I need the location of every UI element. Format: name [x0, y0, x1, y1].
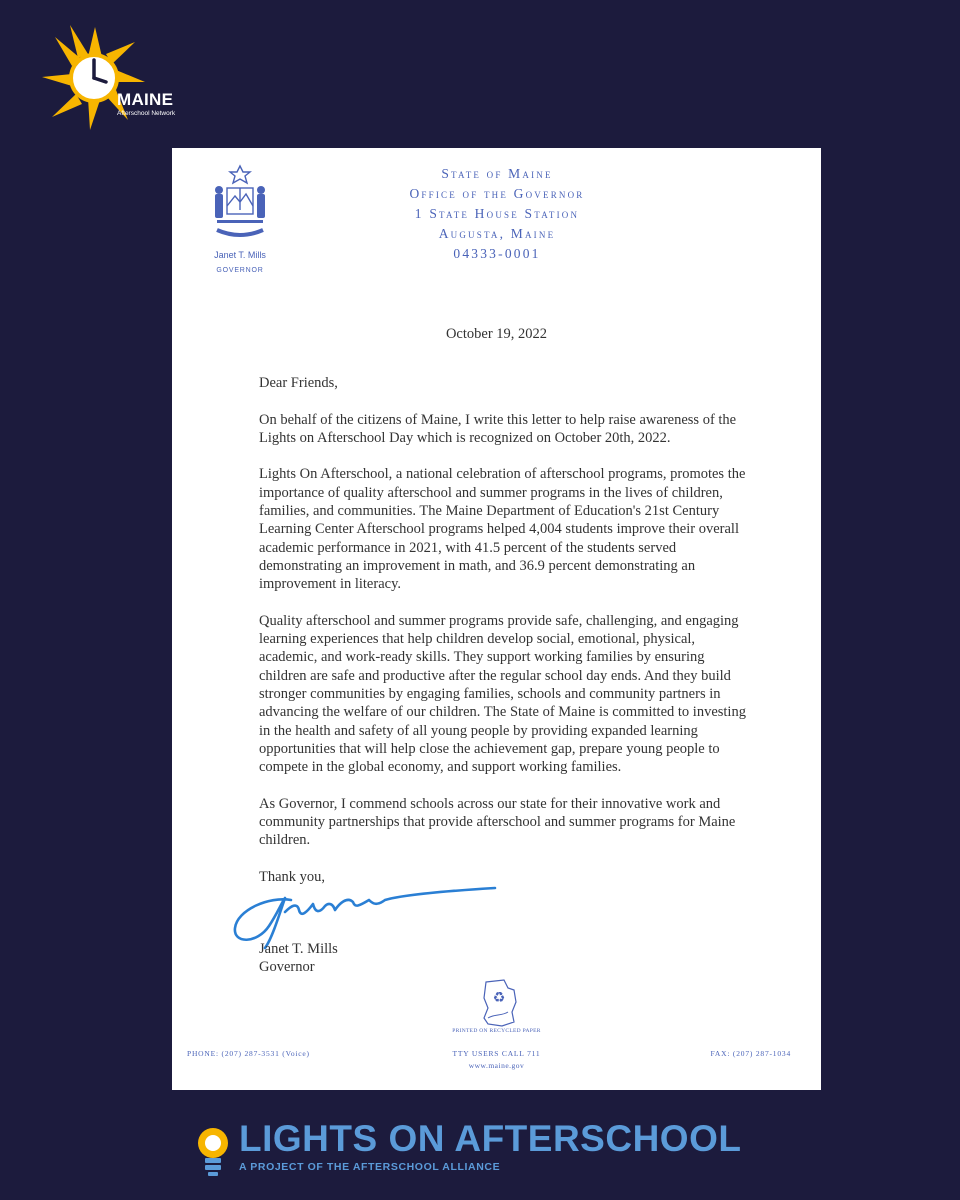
- salutation: Dear Friends,: [259, 375, 338, 391]
- closing: Thank you,: [259, 869, 326, 886]
- signer-title: Governor: [259, 959, 315, 976]
- footer-website: www.maine.gov: [468, 1061, 525, 1070]
- governor-title-letterhead: GOVERNOR: [216, 267, 264, 274]
- letter-paragraph: Quality afterschool and summer programs provide safe, challenging, and engaging learning experiences that help children develop social, emotional, physical, academic, and work-ready skills. They support working families by ensuring children are safe and productive after the regular school day ends. And they build stronger communities by engaging families, schools and community partners in advancing the welfare of our children. The State of Maine is committed to investing in the health and safety of all young people by providing expanded learning opportunities that will help close the achievement gap, prepare young people to compete in the global economy, and support working families.: [259, 612, 746, 776]
- letter-paragraph: On behalf of the citizens of Maine, I write this letter to help raise awareness of the Lights on Afterschool Day which is recognized on October 20th, 2022.: [259, 411, 737, 446]
- recycle-icon: [474, 978, 524, 1028]
- lights-on-afterschool-brand: [195, 1120, 815, 1190]
- letterhead-line: State of Maine: [441, 166, 553, 181]
- governor-letter: [172, 148, 821, 1090]
- svg-text:♻: ♻: [492, 990, 506, 1006]
- letterhead-address: [382, 164, 612, 264]
- state-seal-icon: [209, 162, 271, 242]
- footer-tty: TTY USERS CALL 711: [452, 1049, 541, 1058]
- letterhead-line: 1 State House Station: [414, 206, 580, 221]
- lightbulb-icon: [195, 1126, 231, 1178]
- footer-phone: PHONE: (207) 287-3531 (Voice): [187, 1049, 310, 1058]
- governor-name-letterhead: Janet T. Mills: [214, 250, 266, 260]
- network-logo-name: MAINE: [117, 90, 174, 109]
- footer-fax: FAX: (207) 287-1034: [710, 1049, 791, 1058]
- signer-block: [259, 940, 338, 977]
- letter-paragraph: As Governor, I commend schools across our state for their innovative work and community partnerships that provide afterschool and summer programs for Maine children.: [259, 795, 736, 849]
- letterhead-line: 04333-0001: [453, 246, 541, 261]
- letterhead-line: Augusta, Maine: [438, 226, 556, 241]
- letter-date: October 19, 2022: [445, 326, 548, 342]
- brand-title: LIGHTS ON AFTERSCHOOL: [239, 1118, 742, 1159]
- brand-subtitle: A PROJECT OF THE AFTERSCHOOL ALLIANCE: [239, 1161, 501, 1173]
- letter-body: [259, 374, 749, 905]
- signer-name: Janet T. Mills: [259, 941, 338, 957]
- network-logo-subtitle: Afterschool Network: [117, 110, 176, 117]
- recycled-paper-label: PRINTED ON RECYCLED PAPER: [452, 1028, 541, 1034]
- letterhead-line: Office of the Governor: [409, 186, 585, 201]
- letter-paragraph: Lights On Afterschool, a national celebration of afterschool programs, promotes the importance of quality afterschool and summer programs in the lives of children, families, and communities. The Maine Department of Education's 21st Century Learning Center Afterschool programs helped 4,004 students improve their overall academic performance in 2021, with 41.5 percent of the students served demonstrating an improvement in math, and 36.9 percent demonstrating an improvement in literacy.: [259, 466, 746, 593]
